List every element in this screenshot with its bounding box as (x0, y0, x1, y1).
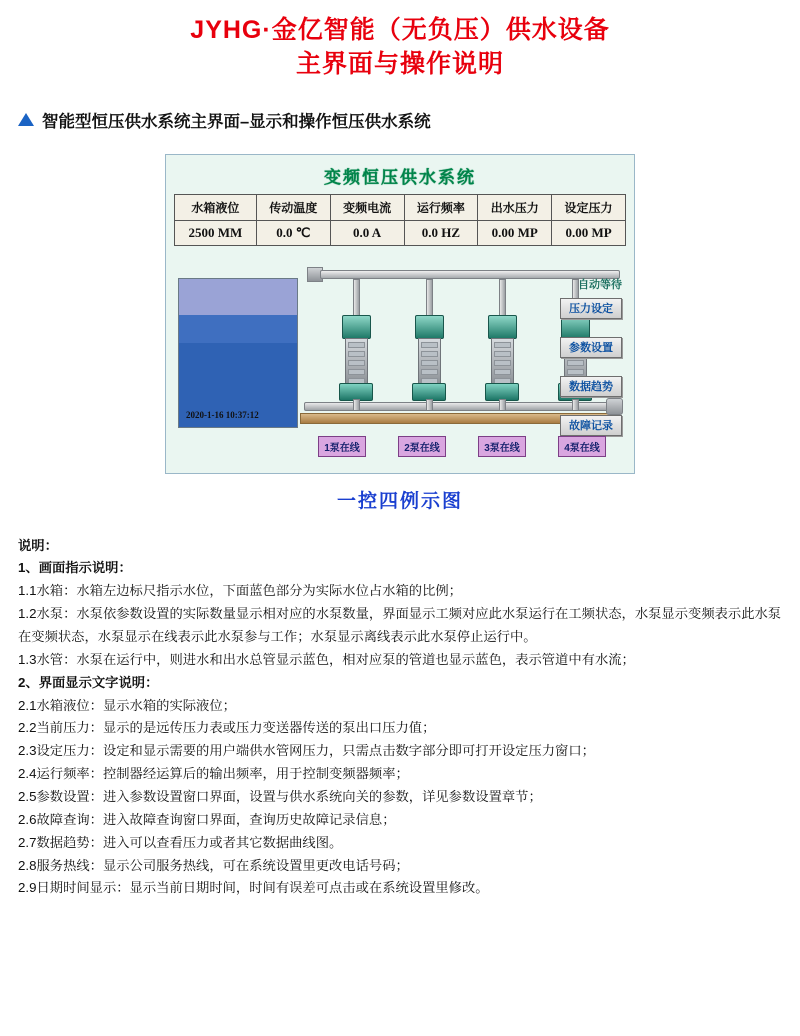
outlet-header-pipe (320, 270, 620, 279)
hmi-readout-table (174, 194, 626, 246)
notes-group2-title: 2、界面显示文字说明： (18, 674, 159, 690)
data-trend-button[interactable]: 数据趋势 (560, 376, 622, 397)
water-tank (178, 278, 298, 428)
tank-upper-band (179, 279, 297, 315)
note-item: 2.5参数设置：进入参数设置窗口界面，设置与供水系统向关的参数，详见参数设置章节； (18, 788, 542, 804)
pump-motor (488, 315, 517, 339)
note-item: 2.9日期时间显示：显示当前日期时间，时间有误差可点击或在系统设置里修改。 (18, 880, 489, 896)
note-item: 2.2当前压力：显示的是远传压力表或压力变送器传送的泵出口压力值； (18, 720, 436, 736)
note-item: 2.3设定压力：设定和显示需要的用户端供水管网压力，只需点击数字部分即可打开设定压力窗口； (18, 743, 595, 759)
notes-group1-title: 1、画面指示说明： (18, 560, 132, 576)
pump-status-tag-row (302, 436, 622, 457)
note-item: 2.8服务热线：显示公司服务热线，可在系统设置里更改电话号码； (18, 857, 409, 873)
note-item: 1.2水泵：水泵依参数设置的实际数量显示相对应的水泵数量，界面显示工频对应此水泵运行在工频状态，水泵显示变频表示此水泵在变频状态，水泵显示在线表示此水泵参与工作；水泵显示离线表示此水泵停止运行中。 (18, 606, 782, 644)
value-inverter-current[interactable]: 0.0 A (330, 220, 404, 245)
tank-mid-band (179, 315, 297, 343)
note-item: 2.7数据趋势：进入可以查看压力或者其它数据曲线图。 (18, 834, 343, 850)
section-heading (18, 108, 800, 132)
table-header-cell: 变频电流 (330, 194, 404, 220)
pump-status-tag-2[interactable]: 2泵在线 (398, 436, 446, 457)
pump-riser-pipe (499, 279, 506, 317)
pump-motor (415, 315, 444, 339)
notes-block (18, 535, 782, 901)
fault-record-button[interactable]: 故障记录 (560, 415, 622, 436)
pump-status-tag-1[interactable]: 1泵在线 (318, 436, 366, 457)
table-header-cell: 水箱液位 (175, 194, 257, 220)
value-running-frequency[interactable]: 0.0 HZ (404, 220, 478, 245)
hmi-diagram-stage (174, 250, 626, 465)
pump-body (345, 338, 368, 384)
hmi-timestamp[interactable]: 2020-1-16 10:37:12 (186, 409, 259, 420)
pump-suction-pipe (499, 399, 506, 411)
page-title (0, 0, 800, 82)
pump-status-tag-4[interactable]: 4泵在线 (558, 436, 606, 457)
value-outlet-pressure[interactable]: 0.00 MP (478, 220, 552, 245)
notes-heading: 说明： (18, 537, 58, 553)
value-drive-temperature[interactable]: 0.0 ℃ (256, 220, 330, 245)
table-value-row (175, 220, 626, 245)
note-item: 2.6故障查询：进入故障查询窗口界面，查询历史故障记录信息； (18, 811, 396, 827)
outlet-valve-icon (606, 398, 623, 415)
table-header-cell: 运行频率 (404, 194, 478, 220)
note-item: 1.1水箱：水箱左边标尺指示水位，下面蓝色部分为实际水位占水箱的比例； (18, 583, 462, 599)
hmi-screenshot-panel (165, 154, 635, 474)
pump-unit-1[interactable] (334, 279, 378, 405)
pump-motor (342, 315, 371, 339)
value-set-pressure[interactable]: 0.00 MP (552, 220, 626, 245)
triangle-bullet-icon (18, 113, 34, 126)
note-item: 2.1水箱液位：显示水箱的实际液位； (18, 697, 236, 713)
page-title-line1: JYHG·金亿智能（无负压）供水设备 (190, 16, 610, 44)
pump-riser-pipe (426, 279, 433, 317)
table-header-cell: 传动温度 (256, 194, 330, 220)
pump-suction-pipe (353, 399, 360, 411)
pump-riser-pipe (353, 279, 360, 317)
parameter-setting-button[interactable]: 参数设置 (560, 337, 622, 358)
pump-suction-pipe (426, 399, 433, 411)
table-header-cell: 设定压力 (552, 194, 626, 220)
note-item: 1.3水管：水泵在运行中，则进水和出水总管显示蓝色，相对应泵的管道也显示蓝色，表示管道中有水流； (18, 651, 635, 667)
pump-body (418, 338, 441, 384)
status-badge-auto-wait: 自动等待 (578, 278, 622, 291)
pump-status-tag-3[interactable]: 3泵在线 (478, 436, 526, 457)
section-heading-text: 智能型恒压供水系统主界面–显示和操作恒压供水系统 (42, 112, 431, 131)
hmi-title: 变频恒压供水系统 (324, 167, 476, 187)
table-header-cell: 出水压力 (478, 194, 552, 220)
pump-unit-2[interactable] (407, 279, 451, 405)
pump-suction-pipe (572, 399, 579, 411)
table-header-row (175, 194, 626, 220)
figure-caption: 一控四例示图 (336, 490, 463, 512)
pump-body (491, 338, 514, 384)
page-title-line2: 主界面与操作说明 (295, 49, 504, 78)
pressure-setting-button[interactable]: 压力设定 (560, 298, 622, 319)
value-water-level[interactable]: 2500 MM (175, 220, 257, 245)
pump-unit-3[interactable] (480, 279, 524, 405)
note-item: 2.4运行频率：控制器经运算后的输出频率，用于控制变频器频率； (18, 766, 409, 782)
